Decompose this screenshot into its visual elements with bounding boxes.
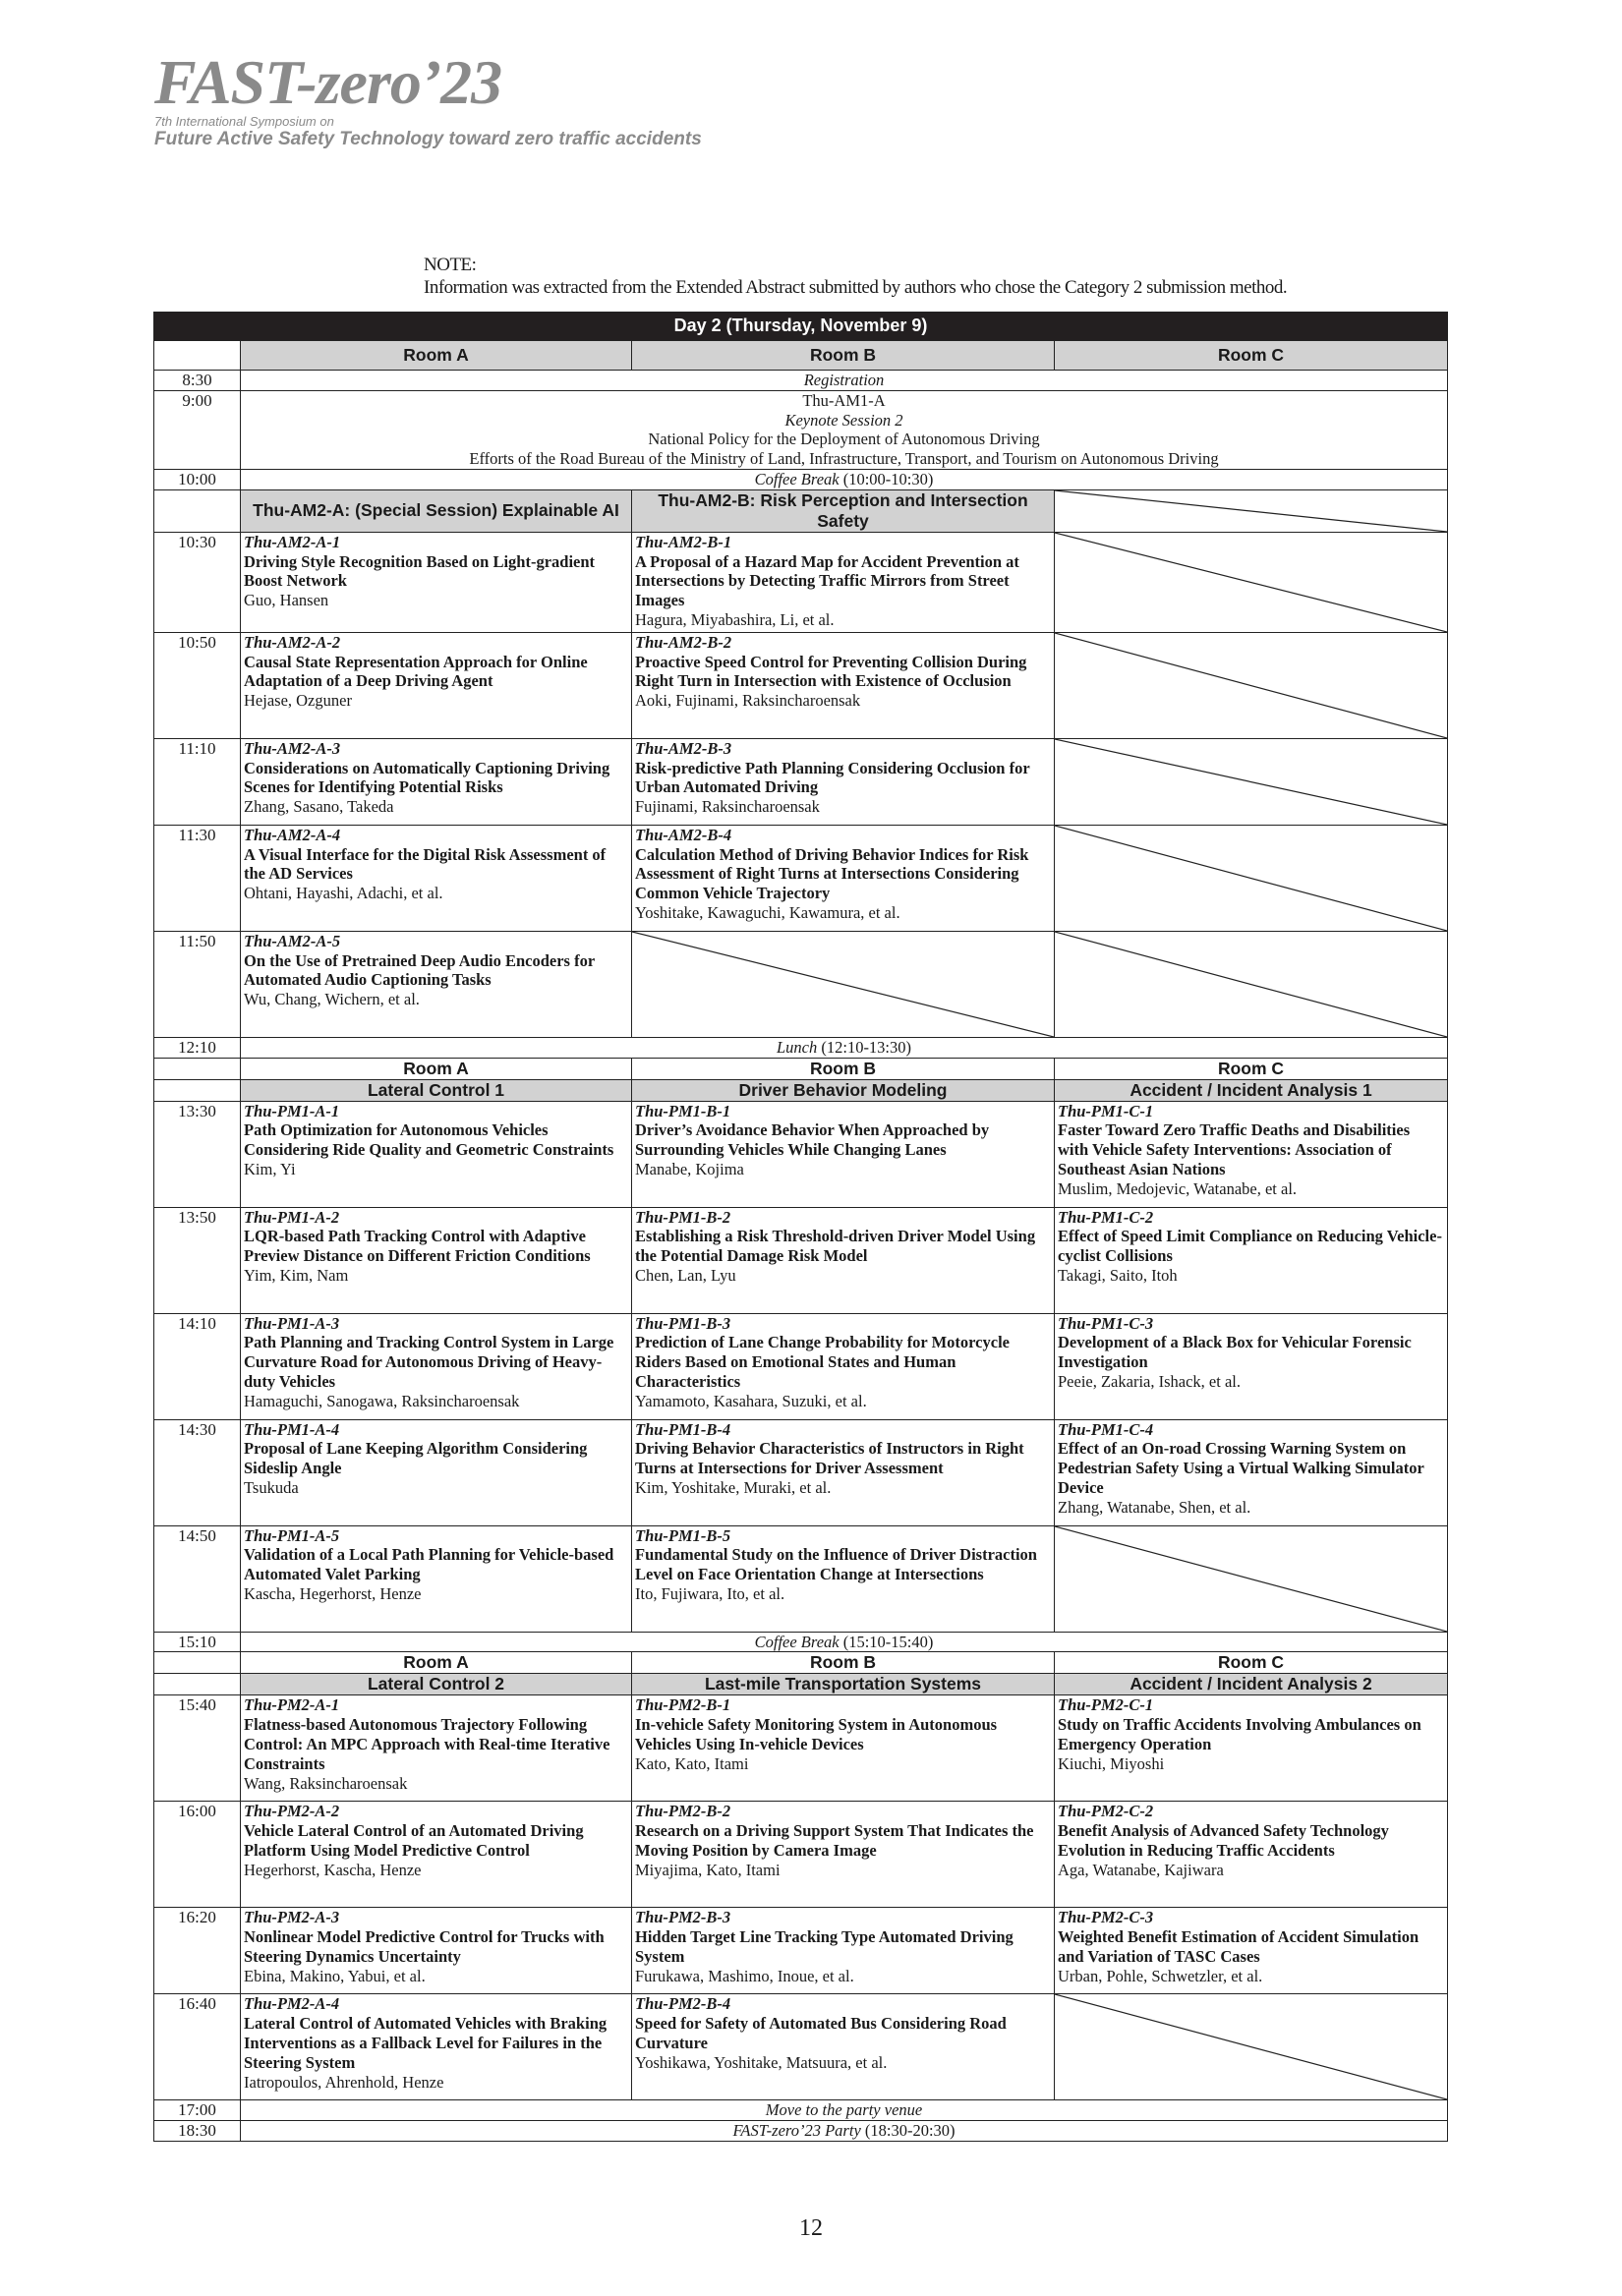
paper-row bbox=[154, 1525, 1448, 1632]
paper-authors: Yoshitake, Kawaguchi, Kawamura, et al. bbox=[635, 902, 900, 922]
paper-title: Driving Behavior Characteristics of Instructors in Right Turns at Intersections for Driver Assessment bbox=[635, 1439, 1024, 1478]
paper-cell bbox=[1055, 1695, 1448, 1802]
paper-cell bbox=[632, 1908, 1055, 1994]
paper-id: Thu-PM1-A-1 bbox=[244, 1101, 340, 1120]
paper-title: Research on a Driving Support System That Indicates the Moving Position by Camera Image bbox=[635, 1821, 1034, 1860]
plenary-line bbox=[244, 391, 1444, 411]
paper-id: Thu-PM2-A-2 bbox=[244, 1802, 340, 1821]
paper-authors: Kim, Yi bbox=[244, 1159, 296, 1178]
paper-title: LQR-based Path Tracking Control with Adaptive Preview Distance on Different Friction Conditions bbox=[244, 1227, 591, 1266]
paper-authors: Peeie, Zakaria, Ishack, et al. bbox=[1058, 1371, 1241, 1391]
room-a-header: Room A bbox=[241, 341, 632, 371]
paper-authors: Kiuchi, Miyoshi bbox=[1058, 1753, 1165, 1773]
paper-cell bbox=[632, 1101, 1055, 1207]
paper-authors: Takagi, Saito, Itoh bbox=[1058, 1265, 1178, 1285]
paper-id: Thu-PM1-A-4 bbox=[244, 1419, 340, 1439]
plenary-text: (10:00-10:30) bbox=[839, 469, 934, 488]
paper-cell bbox=[632, 1419, 1055, 1525]
paper-authors: Hamaguchi, Sanogawa, Raksincharoensak bbox=[244, 1391, 520, 1410]
paper-id: Thu-PM1-B-3 bbox=[635, 1313, 731, 1333]
paper-authors: Zhang, Watanabe, Shen, et al. bbox=[1058, 1497, 1251, 1517]
paper-id: Thu-PM1-A-2 bbox=[244, 1207, 340, 1227]
paper-authors: Kim, Yoshitake, Muraki, et al. bbox=[635, 1477, 832, 1497]
session-title: Accident / Incident Analysis 1 bbox=[1055, 1079, 1448, 1101]
paper-cell bbox=[632, 1207, 1055, 1313]
paper-authors: Chen, Lan, Lyu bbox=[635, 1265, 736, 1285]
room-c-header: Room C bbox=[1055, 1058, 1448, 1079]
room-a-header: Room A bbox=[241, 1652, 632, 1674]
time-cell bbox=[154, 1674, 241, 1695]
paper-cell bbox=[241, 1419, 632, 1525]
paper-authors: Hejase, Ozguner bbox=[244, 691, 352, 711]
paper-id: Thu-AM2-A-2 bbox=[244, 632, 341, 652]
paper-cell bbox=[1055, 1207, 1448, 1313]
paper-authors: Tsukuda bbox=[244, 1477, 299, 1497]
paper-id: Thu-PM1-C-1 bbox=[1058, 1101, 1154, 1120]
paper-id: Thu-PM1-B-5 bbox=[635, 1525, 731, 1545]
paper-id: Thu-PM1-B-1 bbox=[635, 1101, 731, 1120]
time-cell: 11:10 bbox=[154, 738, 241, 825]
paper-cell bbox=[241, 1802, 632, 1908]
paper-row bbox=[154, 1695, 1448, 1802]
paper-id: Thu-AM2-B-3 bbox=[635, 738, 732, 758]
time-cell: 15:40 bbox=[154, 1695, 241, 1802]
session-header-row bbox=[154, 489, 1448, 532]
paper-authors: Aoki, Fujinami, Raksincharoensak bbox=[635, 691, 861, 711]
paper-row bbox=[154, 1419, 1448, 1525]
paper-cell bbox=[241, 1695, 632, 1802]
paper-cell bbox=[632, 825, 1055, 931]
paper-row bbox=[154, 1994, 1448, 2100]
session-header-row bbox=[154, 1674, 1448, 1695]
logo-subtitle-2: Future Active Safety Technology toward zero traffic accidents bbox=[154, 129, 702, 149]
paper-id: Thu-PM2-A-3 bbox=[244, 1908, 340, 1927]
paper-cell bbox=[241, 1525, 632, 1632]
paper-cell bbox=[241, 738, 632, 825]
schedule-row bbox=[154, 2121, 1448, 2142]
paper-authors: Kascha, Hegerhorst, Henze bbox=[244, 1583, 422, 1603]
room-header-row bbox=[154, 1058, 1448, 1079]
plenary-cell bbox=[241, 469, 1448, 489]
paper-title: Validation of a Local Path Planning for Vehicle-based Automated Valet Parking bbox=[244, 1545, 614, 1584]
paper-authors: Manabe, Kojima bbox=[635, 1159, 744, 1178]
paper-id: Thu-PM1-B-4 bbox=[635, 1419, 731, 1439]
note-text: Information was extracted from the Extended Abstract submitted by authors who chose the Category 2 submission method. bbox=[424, 277, 1288, 298]
paper-cell bbox=[241, 1313, 632, 1419]
time-cell: 14:30 bbox=[154, 1419, 241, 1525]
time-cell: 8:30 bbox=[154, 371, 241, 391]
plenary-line bbox=[244, 449, 1444, 469]
paper-authors: Urban, Pohle, Schwetzler, et al. bbox=[1058, 1966, 1263, 1985]
paper-row bbox=[154, 1101, 1448, 1207]
empty-slot bbox=[1055, 632, 1448, 738]
paper-row bbox=[154, 1908, 1448, 1994]
paper-title: Speed for Safety of Automated Bus Considering Road Curvature bbox=[635, 2014, 1007, 2052]
paper-title: Lateral Control of Automated Vehicles with Braking Interventions as a Fallback Level for Failures in the Steering System bbox=[244, 2014, 608, 2072]
paper-authors: Furukawa, Mashimo, Inoue, et al. bbox=[635, 1966, 854, 1985]
plenary-line bbox=[244, 2121, 1444, 2141]
paper-id: Thu-PM2-A-1 bbox=[244, 1695, 340, 1715]
session-title: Accident / Incident Analysis 2 bbox=[1055, 1674, 1448, 1695]
paper-cell bbox=[241, 1207, 632, 1313]
paper-authors: Kato, Kato, Itami bbox=[635, 1753, 749, 1773]
room-b-header: Room B bbox=[632, 341, 1055, 371]
plenary-cell bbox=[241, 2100, 1448, 2121]
empty-slot bbox=[1055, 489, 1448, 532]
paper-row bbox=[154, 738, 1448, 825]
paper-title: In-vehicle Safety Monitoring System in Autonomous Vehicles Using In-vehicle Devices bbox=[635, 1715, 998, 1753]
room-b-header: Room B bbox=[632, 1058, 1055, 1079]
time-cell: 15:10 bbox=[154, 1632, 241, 1652]
day-header-row bbox=[154, 313, 1448, 341]
time-cell: 9:00 bbox=[154, 390, 241, 469]
time-cell: 16:20 bbox=[154, 1908, 241, 1994]
room-c-header: Room C bbox=[1055, 1652, 1448, 1674]
time-cell: 12:10 bbox=[154, 1037, 241, 1058]
plenary-text: Efforts of the Road Bureau of the Ministry of Land, Infrastructure, Transport, and Tourism on Autonomous Driving bbox=[469, 449, 1219, 469]
paper-authors: Yim, Kim, Nam bbox=[244, 1265, 349, 1285]
note bbox=[424, 254, 1287, 299]
plenary-cell bbox=[241, 390, 1448, 469]
paper-cell bbox=[1055, 1101, 1448, 1207]
paper-cell bbox=[632, 1695, 1055, 1802]
plenary-text: Move to the party venue bbox=[765, 2100, 923, 2120]
paper-cell bbox=[1055, 1419, 1448, 1525]
paper-id: Thu-PM2-B-2 bbox=[635, 1802, 731, 1821]
paper-cell bbox=[241, 632, 632, 738]
time-cell: 16:40 bbox=[154, 1994, 241, 2100]
paper-id: Thu-PM1-C-2 bbox=[1058, 1207, 1154, 1227]
room-a-header: Room A bbox=[241, 1058, 632, 1079]
paper-title: Development of a Black Box for Vehicular Forensic Investigation bbox=[1058, 1333, 1412, 1372]
paper-cell bbox=[632, 1994, 1055, 2100]
paper-title: Flatness-based Autonomous Trajectory Following Control: An MPC Approach with Real-time Iterative Constraints bbox=[244, 1715, 610, 1773]
plenary-line bbox=[244, 2100, 1444, 2120]
paper-id: Thu-PM1-A-3 bbox=[244, 1313, 340, 1333]
paper-row bbox=[154, 931, 1448, 1037]
paper-authors: Ito, Fujiwara, Ito, et al. bbox=[635, 1583, 785, 1603]
time-cell: 14:10 bbox=[154, 1313, 241, 1419]
note-label: NOTE: bbox=[424, 255, 477, 275]
paper-id: Thu-PM1-C-4 bbox=[1058, 1419, 1154, 1439]
paper-title: A Visual Interface for the Digital Risk Assessment of the AD Services bbox=[244, 844, 607, 884]
paper-cell bbox=[241, 1908, 632, 1994]
empty-slot bbox=[1055, 1994, 1448, 2100]
paper-row bbox=[154, 1802, 1448, 1908]
plenary-text: Keynote Session 2 bbox=[784, 410, 903, 430]
paper-id: Thu-AM2-A-1 bbox=[244, 532, 341, 551]
paper-id: Thu-AM2-A-4 bbox=[244, 825, 341, 844]
empty-slot bbox=[1055, 931, 1448, 1037]
paper-authors: Yamamoto, Kasahara, Suzuki, et al. bbox=[635, 1391, 867, 1410]
paper-cell bbox=[632, 1313, 1055, 1419]
schedule-row bbox=[154, 2100, 1448, 2121]
paper-authors: Zhang, Sasano, Takeda bbox=[244, 797, 394, 817]
paper-cell bbox=[241, 931, 632, 1037]
plenary-text: Registration bbox=[803, 371, 885, 389]
plenary-line bbox=[244, 411, 1444, 430]
paper-title: Risk-predictive Path Planning Considering Occlusion for Urban Automated Driving bbox=[635, 758, 1030, 797]
paper-id: Thu-PM2-C-2 bbox=[1058, 1802, 1154, 1821]
time-cell bbox=[154, 1079, 241, 1101]
paper-id: Thu-PM2-B-4 bbox=[635, 1994, 731, 2014]
plenary-text: National Policy for the Deployment of Autonomous Driving bbox=[648, 430, 1040, 449]
paper-authors: Ebina, Makino, Yabui, et al. bbox=[244, 1966, 426, 1985]
time-cell bbox=[154, 1058, 241, 1079]
paper-title: Path Optimization for Autonomous Vehicles Considering Ride Quality and Geometric Constraints bbox=[244, 1120, 614, 1160]
room-header-row bbox=[154, 1652, 1448, 1674]
session-title: Last-mile Transportation Systems bbox=[632, 1674, 1055, 1695]
plenary-cell bbox=[241, 2121, 1448, 2142]
paper-cell bbox=[241, 1101, 632, 1207]
paper-authors: Hegerhorst, Kascha, Henze bbox=[244, 1860, 422, 1879]
paper-cell bbox=[632, 1525, 1055, 1632]
paper-title: Driver’s Avoidance Behavior When Approached by Surrounding Vehicles While Changing Lanes bbox=[635, 1120, 990, 1160]
paper-title: Effect of an On-road Crossing Warning System on Pedestrian Safety Using a Virtual Walking Simulator Device bbox=[1058, 1439, 1424, 1497]
paper-cell bbox=[241, 1994, 632, 2100]
schedule-row bbox=[154, 1037, 1448, 1058]
empty-slot bbox=[1055, 825, 1448, 931]
logo-subtitle-1: 7th International Symposium on bbox=[154, 114, 334, 129]
schedule-row bbox=[154, 1632, 1448, 1652]
plenary-text: Thu-AM1-A bbox=[802, 390, 886, 410]
paper-title: On the Use of Pretrained Deep Audio Encoders for Automated Audio Captioning Tasks bbox=[244, 950, 595, 990]
plenary-text: (15:10-15:40) bbox=[839, 1632, 934, 1651]
time-cell: 11:50 bbox=[154, 931, 241, 1037]
paper-title: Weighted Benefit Estimation of Accident Simulation and Variation of TASC Cases bbox=[1058, 1927, 1419, 1966]
empty-slot bbox=[1055, 1525, 1448, 1632]
time-cell: 18:30 bbox=[154, 2121, 241, 2142]
paper-id: Thu-PM1-C-3 bbox=[1058, 1313, 1154, 1333]
schedule-row bbox=[154, 469, 1448, 489]
plenary-line bbox=[244, 1633, 1444, 1652]
paper-title: Nonlinear Model Predictive Control for Trucks with Steering Dynamics Uncertainty bbox=[244, 1927, 605, 1966]
paper-title: Faster Toward Zero Traffic Deaths and Disabilities with Vehicle Safety Interventions: Association of Southeast Asian Nations bbox=[1058, 1120, 1411, 1178]
paper-cell bbox=[632, 1802, 1055, 1908]
paper-authors: Guo, Hansen bbox=[244, 591, 329, 610]
plenary-text: (12:10-13:30) bbox=[817, 1037, 912, 1057]
paper-title: Calculation Method of Driving Behavior Indices for Risk Assessment of Right Turns at Intersections Considering Common Vehicle Trajectory bbox=[635, 844, 1029, 903]
session-header-row bbox=[154, 1079, 1448, 1101]
time-cell: 10:00 bbox=[154, 469, 241, 489]
paper-id: Thu-PM1-B-2 bbox=[635, 1207, 731, 1227]
paper-id: Thu-AM2-B-4 bbox=[635, 825, 732, 844]
plenary-text: Lunch bbox=[776, 1037, 818, 1057]
paper-authors: Iatropoulos, Ahrenhold, Henze bbox=[244, 2072, 444, 2092]
time-cell: 17:00 bbox=[154, 2100, 241, 2121]
paper-title: Hidden Target Line Tracking Type Automated Driving System bbox=[635, 1927, 1014, 1966]
paper-row bbox=[154, 1313, 1448, 1419]
paper-title: A Proposal of a Hazard Map for Accident Prevention at Intersections by Detecting Traffic Mirrors from Street Images bbox=[635, 551, 1019, 610]
symposium-logo bbox=[154, 47, 702, 150]
paper-row bbox=[154, 532, 1448, 632]
paper-title: Fundamental Study on the Influence of Driver Distraction Level on Face Orientation Change at Intersections bbox=[635, 1545, 1037, 1584]
paper-cell bbox=[241, 532, 632, 632]
room-b-header: Room B bbox=[632, 1652, 1055, 1674]
empty-slot bbox=[1055, 532, 1448, 632]
page-number: 12 bbox=[799, 2215, 823, 2241]
paper-cell bbox=[1055, 1802, 1448, 1908]
paper-title: Considerations on Automatically Captioning Driving Scenes for Identifying Potential Risks bbox=[244, 758, 610, 797]
time-cell: 13:30 bbox=[154, 1101, 241, 1207]
time-cell: 10:50 bbox=[154, 632, 241, 738]
paper-authors: Muslim, Medojevic, Watanabe, et al. bbox=[1058, 1178, 1298, 1198]
paper-cell bbox=[1055, 1313, 1448, 1419]
paper-cell bbox=[1055, 1908, 1448, 1994]
time-cell bbox=[154, 1652, 241, 1674]
paper-cell bbox=[241, 825, 632, 931]
time-cell: 14:50 bbox=[154, 1525, 241, 1632]
plenary-cell bbox=[241, 1037, 1448, 1058]
paper-authors: Miyajima, Kato, Itami bbox=[635, 1860, 781, 1879]
paper-id: Thu-PM2-B-3 bbox=[635, 1908, 731, 1927]
session-title: Driver Behavior Modeling bbox=[632, 1079, 1055, 1101]
time-cell bbox=[154, 489, 241, 532]
paper-id: Thu-AM2-B-1 bbox=[635, 532, 732, 551]
day-title: Day 2 (Thursday, November 9) bbox=[154, 313, 1448, 341]
paper-title: Effect of Speed Limit Compliance on Reducing Vehicle-cyclist Collisions bbox=[1058, 1227, 1442, 1266]
schedule-table bbox=[153, 312, 1448, 2142]
paper-id: Thu-PM1-A-5 bbox=[244, 1525, 340, 1545]
plenary-text: Coffee Break bbox=[754, 469, 840, 488]
paper-authors: Ohtani, Hayashi, Adachi, et al. bbox=[244, 884, 443, 903]
paper-row bbox=[154, 825, 1448, 931]
paper-authors: Aga, Watanabe, Kajiwara bbox=[1058, 1860, 1224, 1879]
paper-cell bbox=[632, 532, 1055, 632]
paper-id: Thu-AM2-A-5 bbox=[244, 931, 341, 950]
paper-id: Thu-PM2-C-3 bbox=[1058, 1908, 1154, 1927]
paper-row bbox=[154, 1207, 1448, 1313]
room-header-row bbox=[154, 341, 1448, 371]
plenary-line bbox=[244, 430, 1444, 449]
session-title: Thu-AM2-B: Risk Perception and Intersection Safety bbox=[632, 489, 1055, 532]
time-cell: 16:00 bbox=[154, 1802, 241, 1908]
paper-authors: Wu, Chang, Wichern, et al. bbox=[244, 990, 420, 1009]
paper-title: Proposal of Lane Keeping Algorithm Considering Sideslip Angle bbox=[244, 1439, 588, 1478]
plenary-text: FAST-zero’23 Party bbox=[732, 2121, 861, 2141]
paper-id: Thu-PM2-B-1 bbox=[635, 1695, 731, 1715]
plenary-cell bbox=[241, 371, 1448, 391]
plenary-text: (18:30-20:30) bbox=[860, 2121, 956, 2141]
paper-title: Benefit Analysis of Advanced Safety Technology Evolution in Reducing Traffic Accidents bbox=[1058, 1821, 1389, 1860]
paper-authors: Fujinami, Raksincharoensak bbox=[635, 797, 820, 817]
empty-slot bbox=[1055, 738, 1448, 825]
schedule-row bbox=[154, 371, 1448, 391]
paper-title: Study on Traffic Accidents Involving Ambulances on Emergency Operation bbox=[1058, 1715, 1421, 1753]
time-cell: 10:30 bbox=[154, 532, 241, 632]
paper-title: Causal State Representation Approach for Online Adaptation of a Deep Driving Agent bbox=[244, 652, 588, 691]
plenary-line bbox=[244, 470, 1444, 489]
paper-row bbox=[154, 632, 1448, 738]
schedule-row bbox=[154, 390, 1448, 469]
time-cell: 13:50 bbox=[154, 1207, 241, 1313]
time-cell bbox=[154, 341, 241, 371]
paper-authors: Yoshikawa, Yoshitake, Matsuura, et al. bbox=[635, 2052, 888, 2072]
paper-id: Thu-AM2-B-2 bbox=[635, 632, 732, 652]
time-cell: 11:30 bbox=[154, 825, 241, 931]
paper-authors: Wang, Raksincharoensak bbox=[244, 1773, 408, 1793]
paper-title: Proactive Speed Control for Preventing Collision During Right Turn in Intersection with Existence of Occlusion bbox=[635, 652, 1027, 691]
plenary-text: Coffee Break bbox=[754, 1632, 840, 1651]
plenary-cell bbox=[241, 1632, 1448, 1652]
session-title: Thu-AM2-A: (Special Session) Explainable AI bbox=[241, 489, 632, 532]
paper-authors: Hagura, Miyabashira, Li, et al. bbox=[635, 609, 835, 629]
paper-id: Thu-AM2-A-3 bbox=[244, 738, 341, 758]
paper-title: Path Planning and Tracking Control System in Large Curvature Road for Autonomous Driving of Heavy-duty Vehicles bbox=[244, 1333, 614, 1391]
paper-title: Vehicle Lateral Control of an Automated Driving Platform Using Model Predictive Control bbox=[244, 1821, 584, 1860]
session-title: Lateral Control 1 bbox=[241, 1079, 632, 1101]
paper-id: Thu-PM2-A-4 bbox=[244, 1994, 340, 2014]
logo-title: FAST-zero’23 bbox=[154, 47, 502, 117]
empty-slot bbox=[632, 931, 1055, 1037]
session-title: Lateral Control 2 bbox=[241, 1674, 632, 1695]
plenary-line bbox=[244, 371, 1444, 390]
paper-title: Driving Style Recognition Based on Light-gradient Boost Network bbox=[244, 551, 596, 591]
paper-title: Prediction of Lane Change Probability for Motorcycle Riders Based on Emotional States and Human Characteristics bbox=[635, 1333, 1010, 1391]
paper-id: Thu-PM2-C-1 bbox=[1058, 1695, 1154, 1715]
paper-cell bbox=[632, 632, 1055, 738]
paper-title: Establishing a Risk Threshold-driven Driver Model Using the Potential Damage Risk Model bbox=[635, 1227, 1036, 1266]
paper-cell bbox=[632, 738, 1055, 825]
room-c-header: Room C bbox=[1055, 341, 1448, 371]
plenary-line bbox=[244, 1038, 1444, 1058]
